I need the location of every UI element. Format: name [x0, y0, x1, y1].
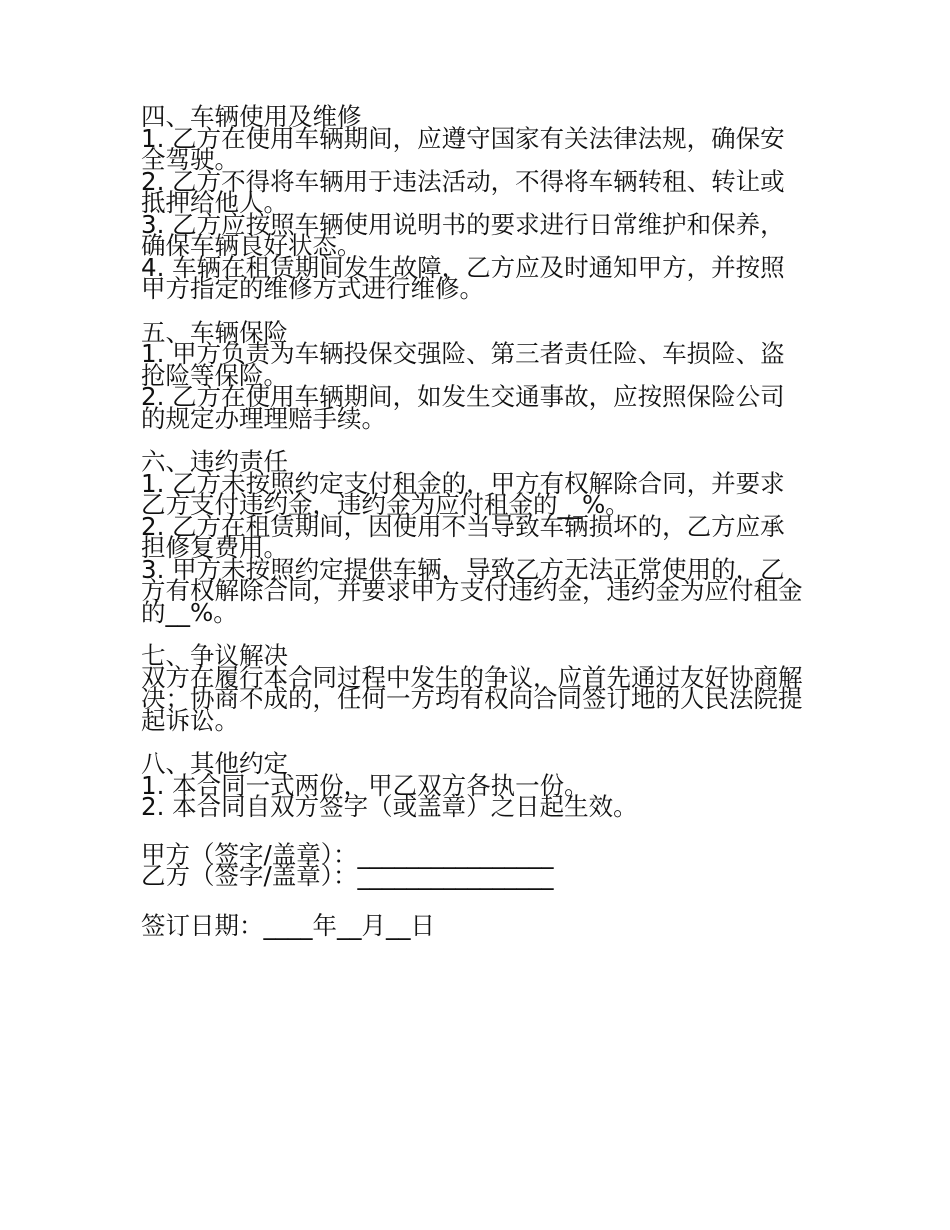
- section-insurance: [141, 317, 813, 433]
- signature-block: [141, 839, 813, 890]
- clause-line: 抵押给他人。: [141, 188, 288, 217]
- clause-line: 1. 本合同一式两份，甲乙双方各执一份。: [141, 770, 589, 800]
- section-liability: [141, 447, 813, 627]
- clause-line: 确保车辆良好状态。: [141, 231, 362, 260]
- clause-line: 2. 乙方在租赁期间，因使用不当导致车辆损坏的，乙方应承: [141, 511, 785, 541]
- contract-page: [141, 102, 813, 940]
- clause-line: 2. 乙方在使用车辆期间，如发生交通事故，应按照保险公司: [141, 382, 785, 411]
- clause-line: 决；协商不成的，任何一方均有权向合同签订地的人民法院提: [141, 684, 803, 713]
- section-heading: 四、车辆使用及维修: [141, 102, 362, 131]
- section-heading: 八、其他约定: [141, 749, 288, 778]
- section-heading: 五、车辆保险: [141, 317, 288, 347]
- clause-line: 1. 甲方负责为车辆投保交强险、第三者责任险、车损险、盗: [141, 339, 785, 368]
- clause-line: 4. 车辆在租赁期间发生故障，乙方应及时通知甲方，并按照: [141, 252, 785, 282]
- section-vehicle-use: [141, 102, 813, 303]
- clause-line: 双方在履行本合同过程中发生的争议，应首先通过友好协商解: [141, 662, 803, 692]
- clause-line: 2. 乙方不得将车辆用于违法活动，不得将车辆转租、转让或: [141, 166, 785, 196]
- clause-line: 乙方支付违约金，违约金为应付租金的__%。: [141, 490, 630, 519]
- sign-date: 签订日期：____年__月__日: [141, 910, 435, 940]
- clause-line: 1. 乙方未按照约定支付租金的，甲方有权解除合同，并要求: [141, 468, 785, 498]
- section-dispute: [141, 641, 813, 735]
- section-heading: 六、违约责任: [141, 447, 288, 476]
- clause-line: 担修复费用。: [141, 533, 288, 562]
- party-a-signature: 甲方（签字/盖章）：________________: [141, 839, 554, 869]
- clause-line: 起诉讼。: [141, 705, 239, 735]
- party-b-signature: 乙方（签字/盖章）：________________: [141, 861, 554, 890]
- clause-line: 的__%。: [141, 597, 238, 627]
- clause-line: 1. 乙方在使用车辆期间，应遵守国家有关法律法规，确保安: [141, 123, 785, 153]
- clause-line: 全驾驶。: [141, 145, 239, 174]
- clause-line: 抢险等保险。: [141, 360, 288, 390]
- section-heading: 七、争议解决: [141, 641, 288, 670]
- clause-line: 方有权解除合同，并要求甲方支付违约金，违约金为应付租金: [141, 576, 803, 605]
- clause-line: 3. 甲方未按照约定提供车辆，导致乙方无法正常使用的，乙: [141, 554, 785, 584]
- clause-line: 3. 乙方应按照车辆使用说明书的要求进行日常维护和保养，: [141, 209, 785, 239]
- clause-line: 甲方指定的维修方式进行维修。: [141, 274, 484, 303]
- clause-line: 的规定办理理赔手续。: [141, 403, 386, 433]
- clause-line: 2. 本合同自双方签字（或盖章）之日起生效。: [141, 792, 638, 821]
- section-other: [141, 749, 813, 821]
